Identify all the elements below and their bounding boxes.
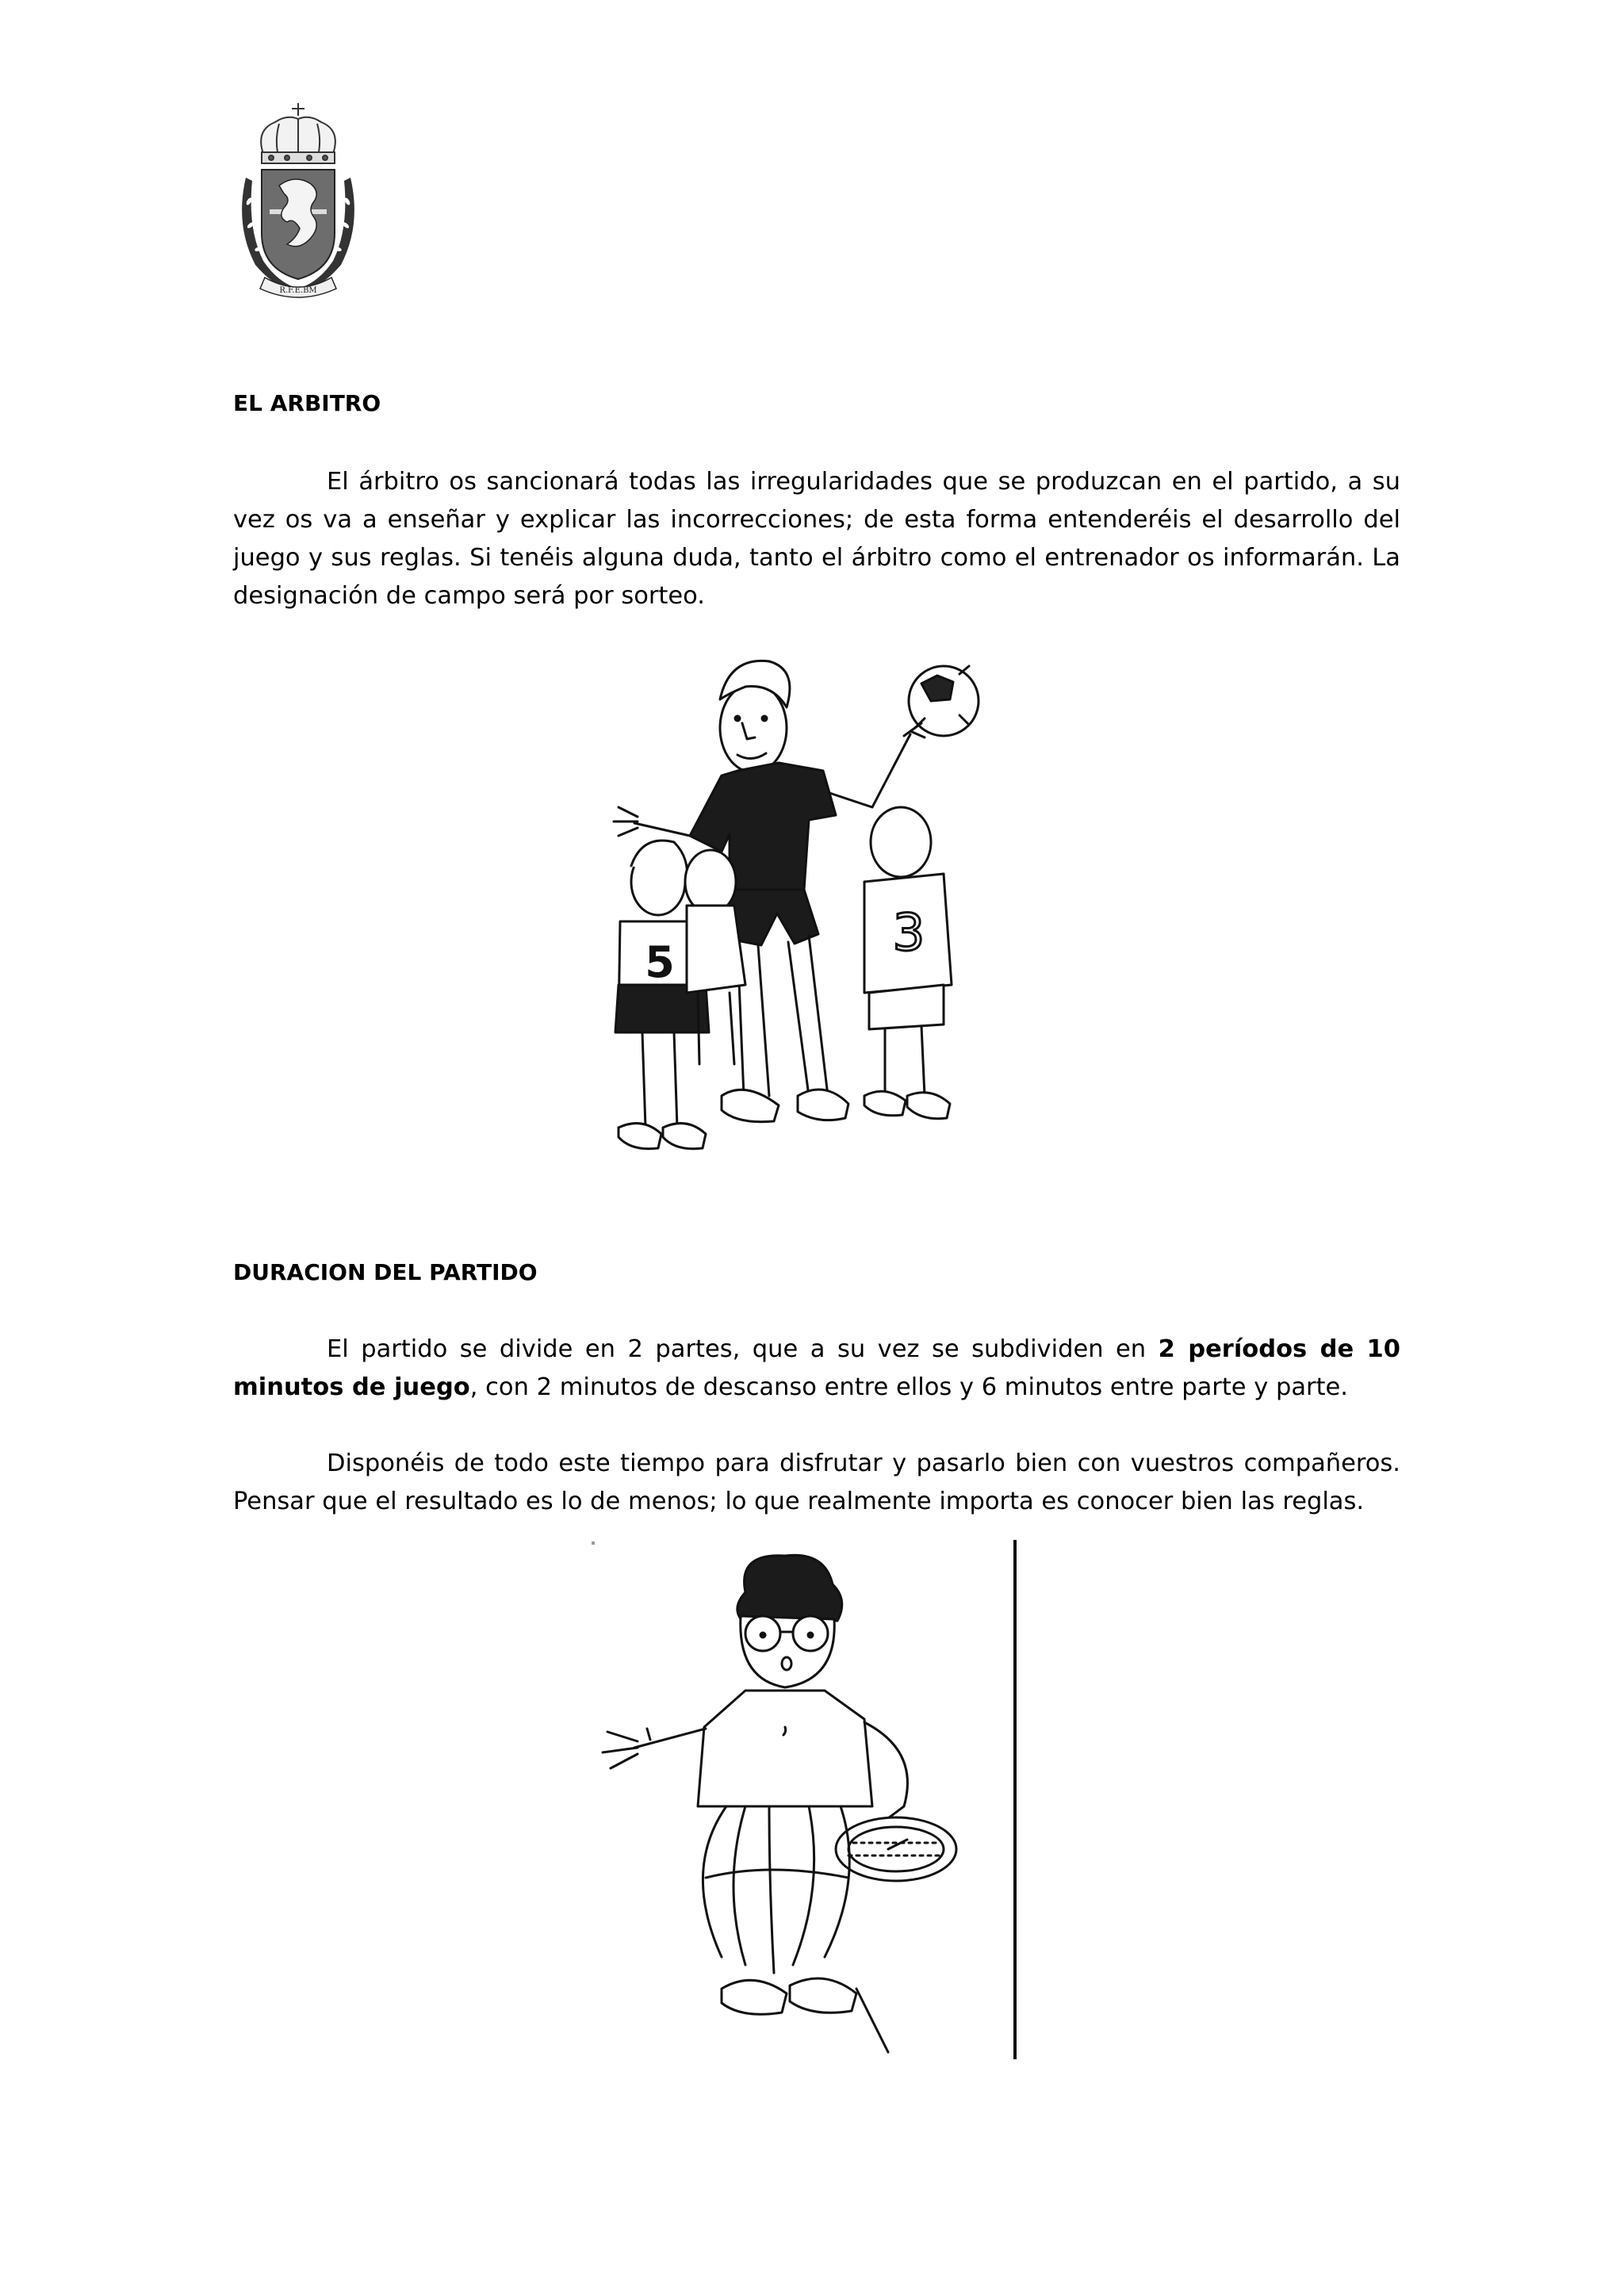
boy-with-stopwatch-illustration — [587, 1545, 983, 2060]
duration-text-before: El partido se divide en 2 partes, que a su vez se subdividen en — [327, 1335, 1159, 1363]
referee-paragraph — [233, 463, 1400, 615]
referee-paragraph-text: El árbitro os sancionará todas las irregularidades que se produzcan en el partido, a su vez os va a enseñar y explicar las incorrecciones; de esta forma entenderéis el desarrollo del juego y sus reglas. Si tenéis alguna duda, tanto el árbitro como el entrenador os informarán. La designación de campo será por sorteo. — [233, 468, 1400, 610]
duration-bold-text: 2 períodos de 10 minutos de juego — [233, 1335, 1400, 1401]
duration-paragraph-2-text: Disponéis de todo este tiempo para disfrutar y pasarlo bien con vuestros compañeros. Pensar que el resultado es lo de menos; lo que realmente importa es conocer bien las reglas. — [233, 1450, 1400, 1515]
crest-ribbon-text: R.F.E.BM — [279, 286, 317, 295]
federation-crest-logo — [232, 98, 366, 306]
jersey-number-left: 5 — [645, 937, 675, 987]
section-heading-referee: EL ARBITRO — [233, 390, 381, 416]
vertical-divider-line — [1013, 1540, 1017, 2059]
duration-text-after: , con 2 minutos de descanso entre ellos y 6 minutos entre parte y parte. — [469, 1373, 1348, 1401]
duration-paragraph-2 — [233, 1445, 1400, 1521]
section-heading-duration: DURACION DEL PARTIDO — [233, 1259, 538, 1285]
referee-with-children-illustration — [611, 652, 991, 1175]
jersey-number-right: 3 — [892, 904, 925, 963]
duration-paragraph-1 — [233, 1331, 1400, 1407]
